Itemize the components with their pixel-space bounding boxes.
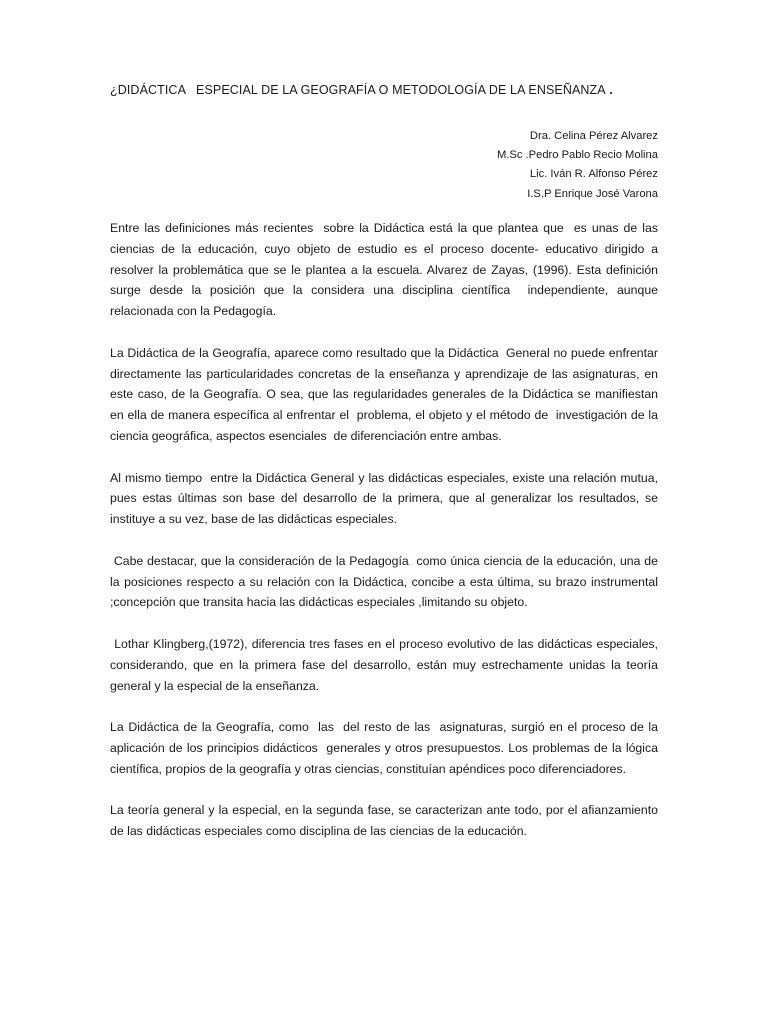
author-line: Lic. Iván R. Alfonso Pérez bbox=[529, 168, 658, 181]
body-paragraph: La Didáctica de la Geografía, aparece como resultado que la Didáctica General no puede enfrentar directamente las particularidades concretas de la enseñanza y aprendizaje de las asignaturas, en este caso, de la Geografía. O sea, que las regularidades generales de la Didáctica se manifiestan en ella de manera específica al enfrentar el problema, el objeto y el método de investigación de la ciencia geográfica, aspectos esenciales de diferenciación entre ambas. bbox=[110, 345, 662, 443]
author-line: Dra. Celina Pérez Alvarez bbox=[529, 130, 658, 142]
body-paragraph: Lothar Klingberg,(1972), diferencia tres fases en el proceso evolutivo de las didácticas especiales, considerando, que en la primera fase del desarrollo, están muy estrechamente unidas la teoría general y la especial de la enseñanza. bbox=[110, 636, 662, 693]
document-title bbox=[110, 83, 670, 97]
body-paragraph: La teoría general y la especial, en la segunda fase, se caracterizan ante todo, por el afianzamiento de las didácticas especiales como disciplina de las ciencias de la educación. bbox=[110, 803, 662, 839]
author-institution: I.S.P Enrique José Varona bbox=[527, 187, 658, 200]
document-title-text: ¿DIDÁCTICA ESPECIAL DE LA GEOGRAFÍA O METODOLOGÍA DE LA ENSEÑANZA bbox=[110, 83, 606, 97]
document-page bbox=[110, 0, 662, 1024]
document-title-end: . bbox=[605, 83, 613, 97]
body-paragraph: Cabe destacar, que la consideración de la Pedagogía como única ciencia de la educación, una de la posiciones respecto a su relación con la Didáctica, concibe a esta última, su brazo instrumental ;concepción que transita hacia las didácticas especiales ,limitando su objeto. bbox=[110, 553, 662, 610]
author-block bbox=[497, 127, 658, 204]
body-paragraph: Entre las definiciones más recientes sobre la Didáctica está la que plantea que es unas de las ciencias de la educación, cuyo objeto de estudio es el proceso docente- educativo dirigido a resolver la problemática que se le plantea a la escuela. Alvarez de Zayas, (1996). Esta definición surge desde la posición que la considera una disciplina científica independiente, aunque relacionada con la Pedagogía. bbox=[110, 221, 662, 319]
body-paragraph: Al mismo tiempo entre la Didáctica General y las didácticas especiales, existe una relación mutua, pues estas últimas son base del desarrollo de la primera, que al generalizar los resultados, se instituye a su vez, base de las didácticas especiales. bbox=[110, 470, 662, 527]
author-line: M.Sc .Pedro Pablo Recio Molina bbox=[496, 149, 658, 162]
document-body bbox=[110, 218, 662, 863]
body-paragraph: La Didáctica de la Geografía, como las del resto de las asignaturas, surgió en el proceso de la aplicación de los principios didácticos generales y otros presupuestos. Los problemas de la lógica científica, propios de la geografía y otras ciencias, constituían apéndices poco diferenciadores. bbox=[110, 720, 662, 776]
